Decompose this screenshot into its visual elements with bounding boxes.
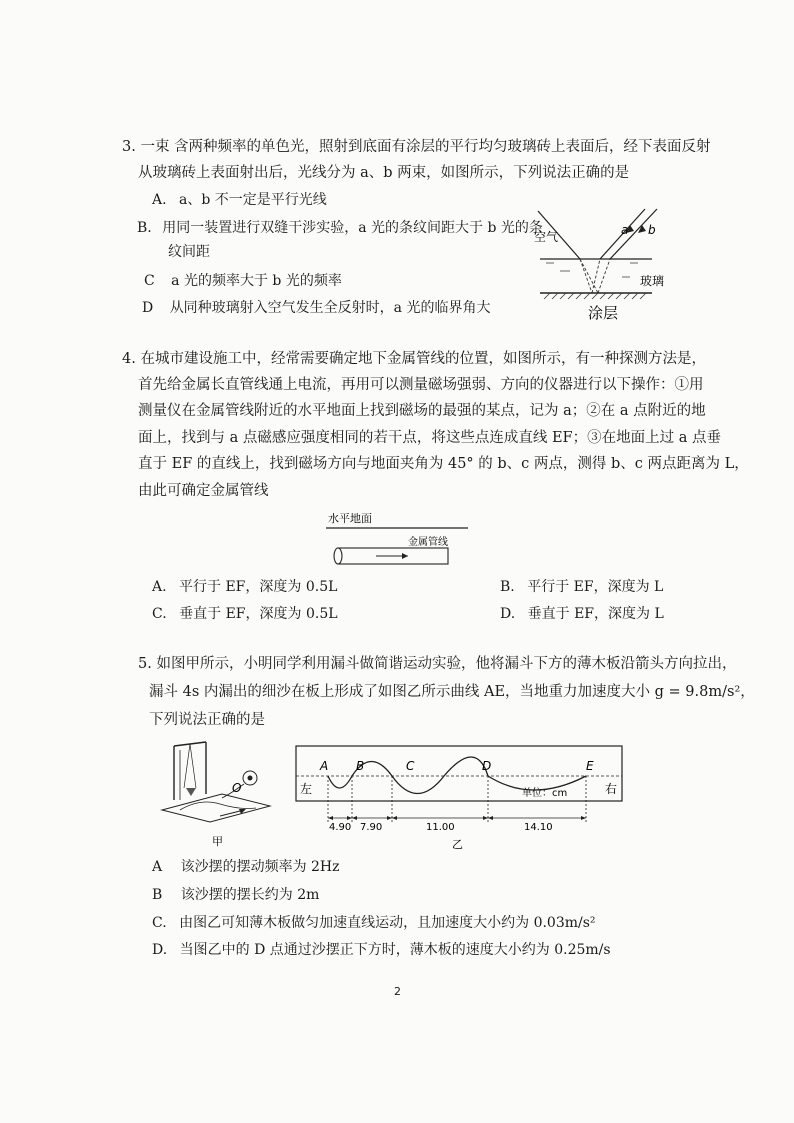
label-coating: 涂层: [588, 304, 619, 322]
segment-CD: 11.00: [426, 822, 455, 833]
segment-DE: 14.10: [524, 822, 553, 833]
option-label: B.: [500, 579, 515, 595]
option-label: A.: [152, 192, 167, 208]
label-b: b: [648, 223, 656, 237]
option-text: 由图乙可知薄木板做匀加速直线运动，且加速度大小约为 0.03m/s²: [179, 915, 596, 931]
label-pipe: 金属管线: [408, 537, 448, 548]
segment-markers: [328, 776, 586, 824]
option-label: D: [142, 300, 154, 316]
option-text: 该沙摆的摆动频率为 2Hz: [180, 859, 340, 875]
q3-glass-figure: [530, 205, 665, 323]
label-air: 空气: [534, 230, 559, 244]
segment-AB: 4.90: [329, 822, 352, 833]
q3-stem-line-2: 从玻璃砖上表面射出后，光线分为 a、b 两束，如图所示，下列说法正确的是: [138, 165, 630, 181]
q3-line-1: [122, 137, 711, 157]
q5-option-d: [152, 940, 611, 960]
segment-BC: 7.90: [360, 822, 383, 833]
label-right: 右: [605, 782, 618, 796]
option-text: 垂直于 EF，深度为 L: [527, 606, 664, 622]
option-label: A.: [152, 579, 167, 595]
option-text: 平行于 EF，深度为 L: [527, 579, 664, 595]
option-text: a 光的频率大于 b 光的频率: [171, 273, 342, 289]
point-E: E: [586, 759, 594, 773]
q3-option-c: [144, 271, 342, 291]
label-ground: 水平地面: [328, 512, 372, 525]
board-outline: [296, 746, 622, 801]
q4-option-c: [152, 604, 338, 624]
q4-option-d: [500, 604, 664, 624]
page-number: 2: [394, 985, 401, 998]
coating-hatch: [544, 293, 646, 299]
current-arrow-icon: [402, 553, 408, 559]
point-A: A: [320, 759, 329, 773]
funnel-icon: [186, 788, 196, 796]
q4-stem-line-4: 面上，找到与 a 点磁感应强度相同的若干点，将这些点连成直线 EF；③在地面上过 a 点垂: [138, 430, 721, 446]
option-label: A: [152, 859, 163, 875]
q4-stem-line-5: 直于 EF 的直线上，找到磁场方向与地面夹角为 45° 的 b、c 两点，测得 b、c 两点距离为 L，: [138, 456, 749, 472]
q4-stem-line-6: 由此可确定金属管线: [138, 483, 269, 499]
q4-number: 4.: [122, 351, 136, 367]
option-text: a、b 不一定是平行光线: [179, 192, 327, 208]
q5-option-c: [152, 913, 596, 933]
option-label: C.: [152, 915, 167, 931]
q3-number: 3.: [122, 139, 136, 155]
q5-line-1: [138, 654, 736, 674]
label-a: a: [621, 223, 629, 237]
q5-option-a: [152, 857, 340, 877]
q4-option-a: [152, 577, 337, 597]
q4-stem-line-3: 测量仪在金属管线附近的水平地面上找到磁场的最强的某点，记为 a；②在 a 点附近的地: [138, 403, 706, 419]
option-text: 当图乙中的 D 点通过沙摆正下方时，薄木板的速度大小约为 0.25m/s: [179, 942, 611, 958]
option-label: B.: [137, 220, 152, 236]
arrow-b-icon: [638, 225, 646, 233]
q3-option-d: [142, 298, 490, 318]
label-O: O: [232, 781, 242, 795]
q5-stem-line-2: 漏斗 4s 内漏出的细沙在板上形成了如图乙所示曲线 AE，当地重力加速度大小 g = 9.8m/s²，: [149, 684, 755, 700]
label-unit: 单位：cm: [522, 788, 568, 799]
option-text: 垂直于 EF，深度为 0.5L: [179, 606, 338, 622]
option-label: D.: [500, 606, 516, 622]
option-label: B: [152, 887, 163, 903]
q3-option-a: [152, 190, 327, 210]
q5-stem-line-3: 下列说法正确的是: [149, 712, 265, 728]
option-label: C: [144, 273, 155, 289]
q3-option-b: [137, 218, 543, 238]
caption-jia: 甲: [212, 835, 223, 848]
option-text: 平行于 EF，深度为 0.5L: [179, 579, 338, 595]
option-label: C.: [152, 606, 167, 622]
q4-stem-line-2: 首先给金属长直管线通上电流，再用可以测量磁场强弱、方向的仪器进行以下操作：①用: [138, 377, 704, 393]
q5-number: 5.: [138, 656, 152, 672]
q5-option-b: [152, 885, 319, 905]
point-D: D: [482, 759, 492, 773]
option-text: 该沙摆的摆长约为 2m: [180, 887, 320, 903]
q5-fig-jia: [160, 738, 275, 850]
option-text: 用同一装置进行双缝干涉实验，a 光的条纹间距大于 b 光的条: [162, 220, 543, 236]
q3-option-b-cont: 纹间距: [168, 244, 210, 260]
q5-stem-line-1: 如图甲所示，小明同学利用漏斗做简谐运动实验，他将漏斗下方的薄木板沿箭头方向拉出，: [156, 656, 737, 672]
caption-yi: 乙: [452, 838, 463, 850]
label-glass: 玻璃: [640, 274, 665, 288]
point-B: B: [356, 759, 365, 773]
option-text: 从同种玻璃射入空气发生全反射时，a 光的临界角大: [169, 300, 491, 316]
q3-stem-line-1: 一束 含两种频率的单色光，照射到底面有涂层的平行均匀玻璃砖上表面后，经下表面反射: [140, 139, 711, 155]
q5-fig-yi: [292, 742, 628, 850]
option-label: D.: [152, 942, 168, 958]
q4-stem-line-1: 在城市建设施工中，经常需要确定地下金属管线的位置，如图所示，有一种探测方法是，: [140, 351, 706, 367]
label-left: 左: [300, 782, 313, 796]
q4-option-b: [500, 577, 663, 597]
point-C: C: [406, 759, 415, 773]
q4-line-1: [122, 349, 706, 369]
q4-pipe-figure: [322, 508, 472, 570]
pipe-end: [334, 548, 342, 564]
